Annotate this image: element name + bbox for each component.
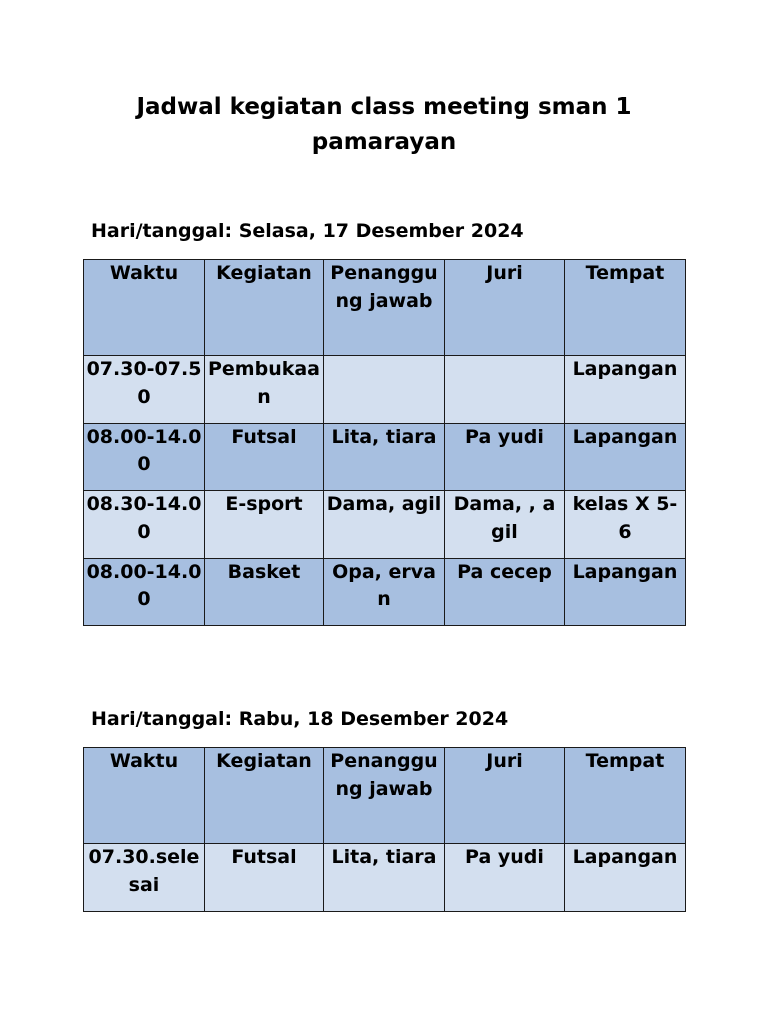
cell-waktu: 07.30.selesai — [84, 844, 205, 912]
header-juri: Juri — [445, 748, 565, 844]
table-row — [84, 423, 686, 491]
cell-penanggung-jawab: Lita, tiara — [324, 423, 445, 491]
cell-kegiatan: Futsal — [205, 423, 324, 491]
cell-penanggung-jawab: Lita, tiara — [324, 844, 445, 912]
cell-kegiatan: E-sport — [205, 491, 324, 559]
cell-tempat: Lapangan — [565, 558, 686, 626]
table-row — [84, 844, 686, 912]
document-title: Jadwal kegiatan class meeting sman 1 pamarayan — [136, 94, 632, 155]
cell-waktu: 07.30-07.50 — [84, 356, 205, 424]
cell-tempat: Lapangan — [565, 423, 686, 491]
cell-waktu: 08.30-14.00 — [84, 491, 205, 559]
cell-juri — [445, 356, 565, 424]
cell-penanggung-jawab: Opa, ervan — [324, 558, 445, 626]
cell-juri: Dama, , agil — [445, 491, 565, 559]
cell-juri: Pa yudi — [445, 423, 565, 491]
header-kegiatan: Kegiatan — [205, 748, 324, 844]
cell-tempat: Lapangan — [565, 356, 686, 424]
schedule-table-selasa — [83, 259, 686, 626]
table-header-row — [84, 260, 686, 356]
header-kegiatan: Kegiatan — [205, 260, 324, 356]
cell-kegiatan: Futsal — [205, 844, 324, 912]
schedule-table-rabu — [83, 747, 686, 912]
header-waktu: Waktu — [84, 748, 205, 844]
cell-waktu: 08.00-14.00 — [84, 558, 205, 626]
cell-penanggung-jawab — [324, 356, 445, 424]
header-penanggung-jawab: Penanggung jawab — [324, 260, 445, 356]
cell-kegiatan: Pembukaan — [205, 356, 324, 424]
day-label-rabu: Hari/tanggal: Rabu, 18 Desember 2024 — [91, 708, 509, 730]
cell-penanggung-jawab: Dama, agil — [324, 491, 445, 559]
table-row — [84, 356, 686, 424]
cell-juri: Pa yudi — [445, 844, 565, 912]
table-row — [84, 558, 686, 626]
cell-tempat: kelas X 5-6 — [565, 491, 686, 559]
cell-juri: Pa cecep — [445, 558, 565, 626]
table-row — [84, 491, 686, 559]
cell-kegiatan: Basket — [205, 558, 324, 626]
table-header-row — [84, 748, 686, 844]
header-juri: Juri — [445, 260, 565, 356]
cell-tempat: Lapangan — [565, 844, 686, 912]
cell-waktu: 08.00-14.00 — [84, 423, 205, 491]
header-tempat: Tempat — [565, 260, 686, 356]
day-label-selasa: Hari/tanggal: Selasa, 17 Desember 2024 — [91, 220, 524, 242]
header-waktu: Waktu — [84, 260, 205, 356]
header-penanggung-jawab: Penanggung jawab — [324, 748, 445, 844]
header-tempat: Tempat — [565, 748, 686, 844]
